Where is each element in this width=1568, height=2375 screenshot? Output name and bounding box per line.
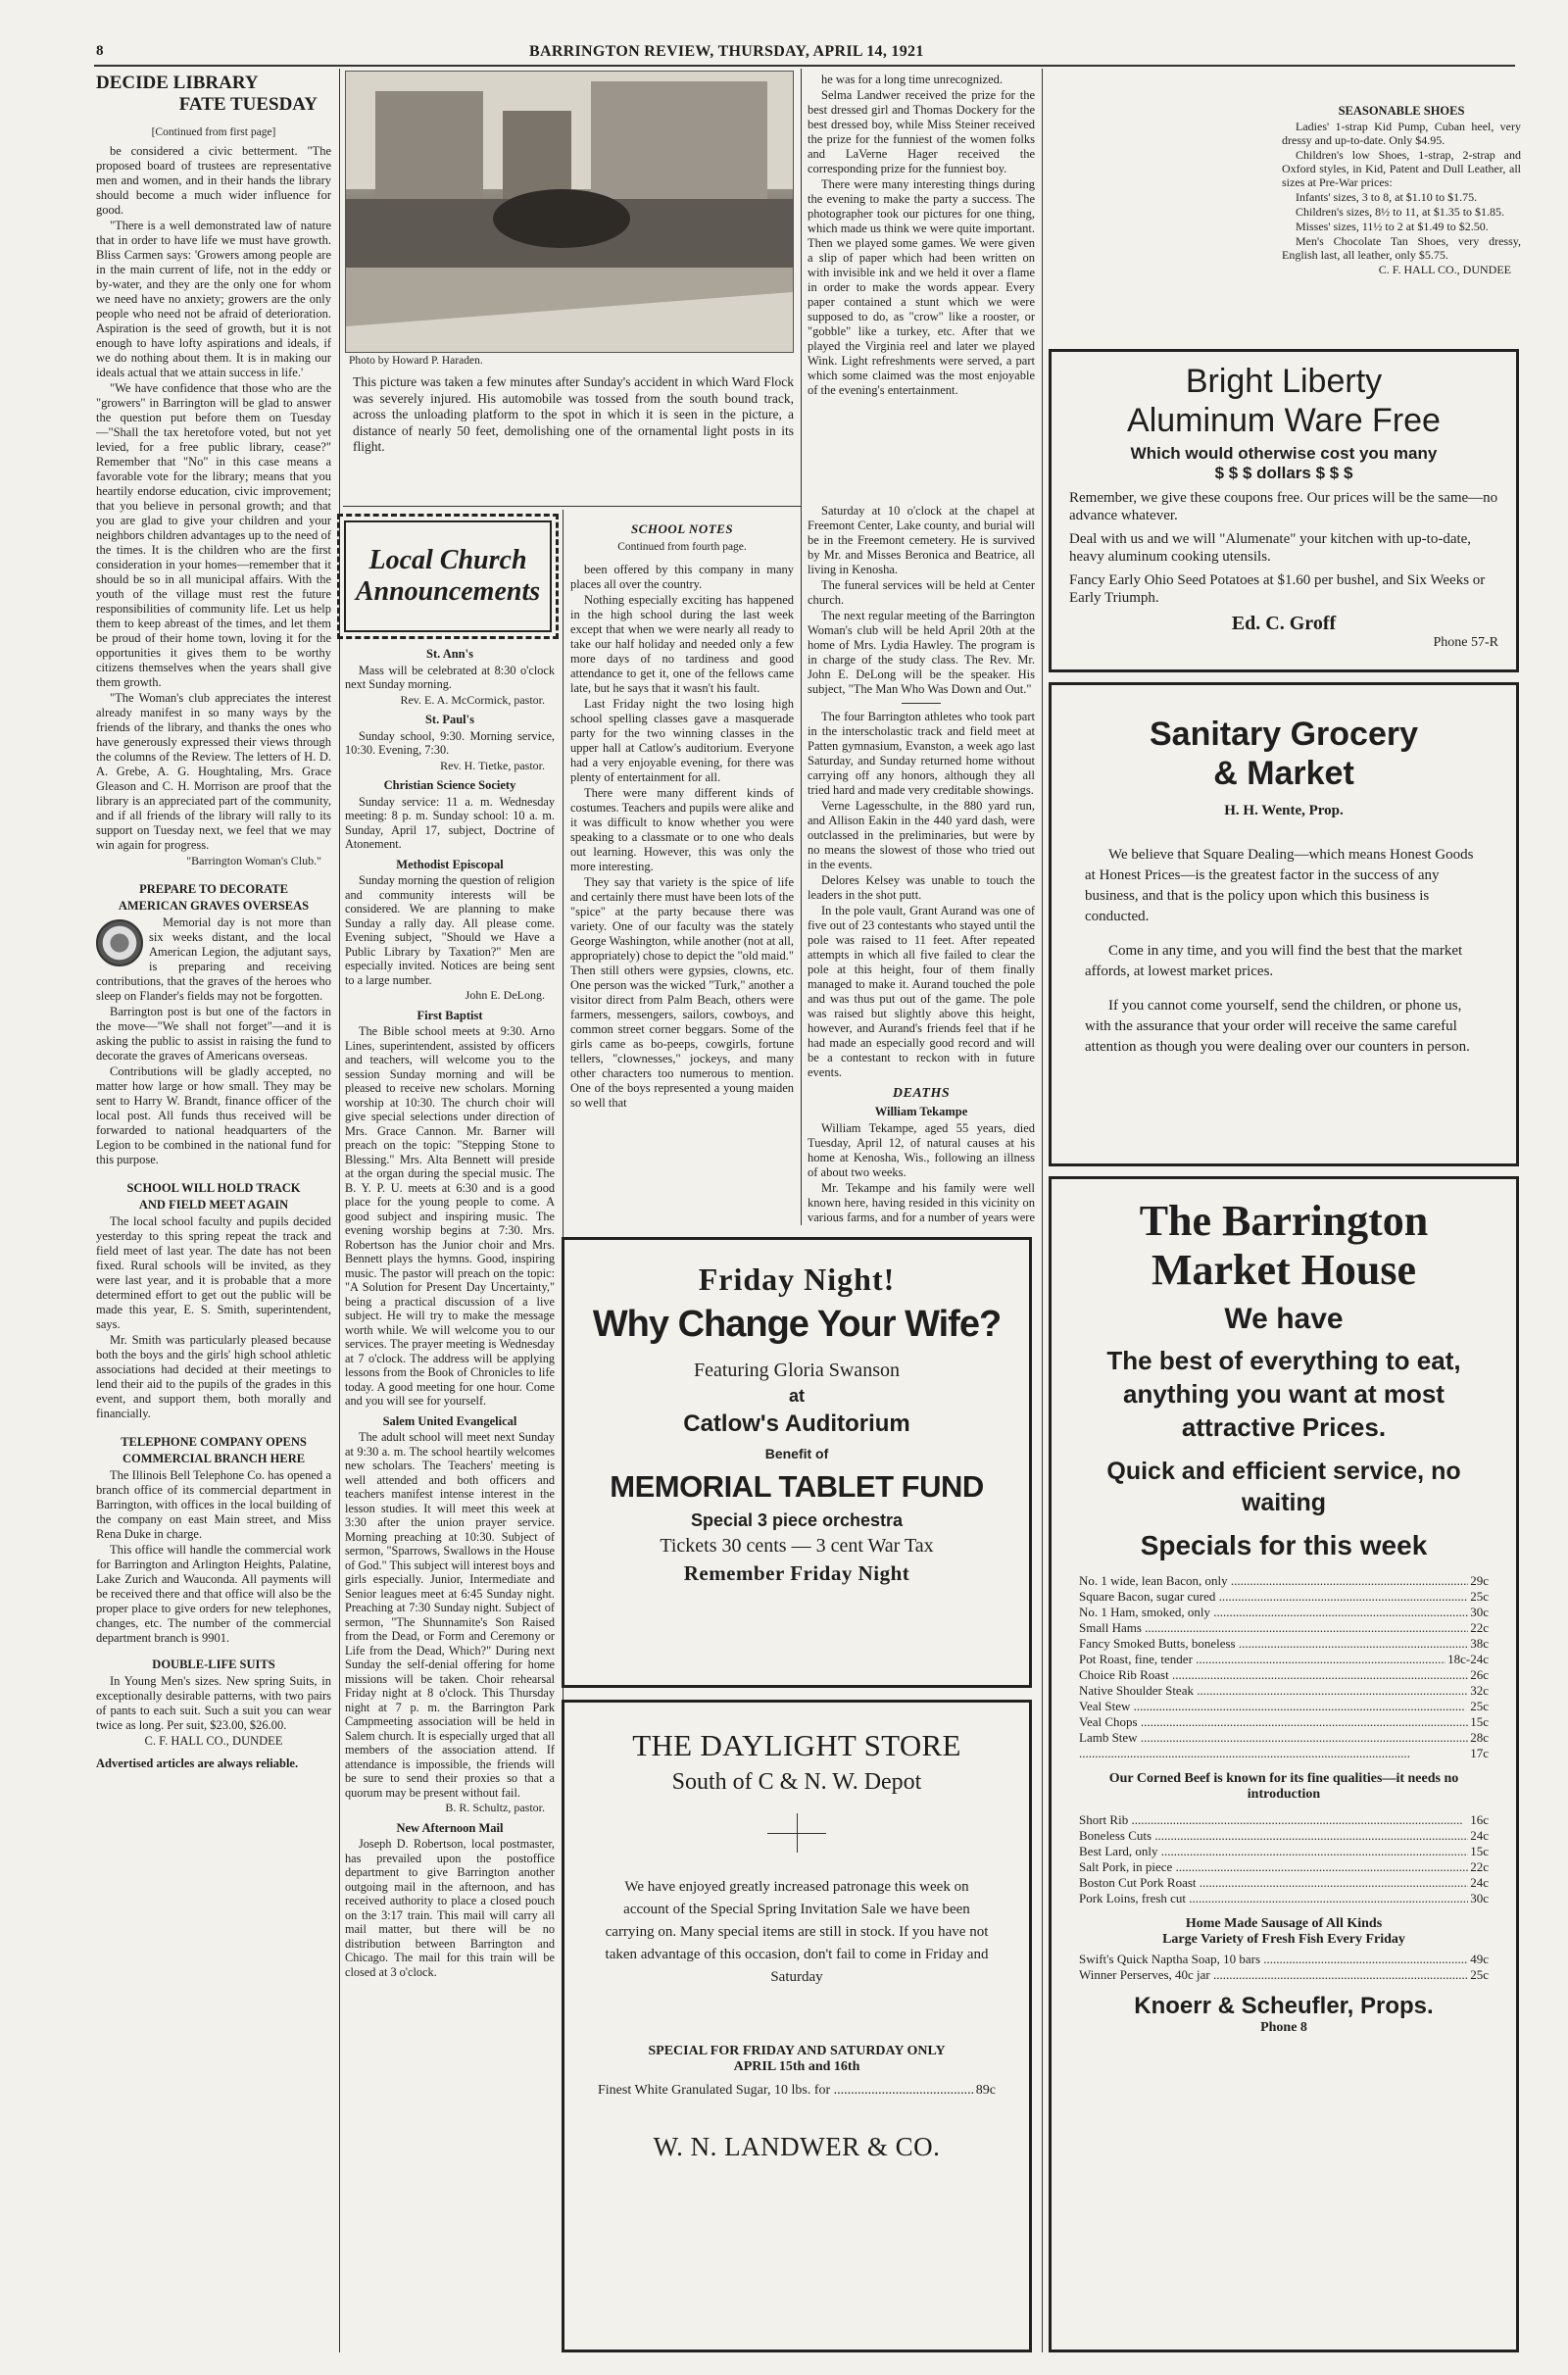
paragraph: Saturday at 10 o'clock at the chapel at Freemont Center, Lake county, and burial will be in the Freemont cemetery. He is survived by Mr. and Misses Beronica and Beatrice, all living in Kenosha. xyxy=(808,504,1035,576)
deaths-title: DEATHS xyxy=(892,1086,951,1101)
market-line1: The Barrington xyxy=(1139,1197,1429,1245)
paragraph: Children's low Shoes, 1-strap, 2-strap and Oxford styles, in Kid, Patent and Dull Leather, all sizes at Pre-War prices: xyxy=(1282,148,1521,189)
item-name: Pork Loins, fresh cut ..... xyxy=(1079,1891,1468,1906)
list-item xyxy=(598,2083,996,2099)
column-rule xyxy=(801,69,802,1225)
item-price: 15c xyxy=(1470,1844,1489,1858)
paragraph: Delores Kelsey was unable to touch the leaders in the shot putt. xyxy=(808,873,1035,902)
sausage-note: Home Made Sausage of All Kinds xyxy=(1185,1916,1383,1931)
paragraph: Selma Landwer received the prize for the best dressed girl and Thomas Dockery for the best dressed boy, while Miss Steiner received the prize for the funniest of the women folks and LaVerne Hager received the corresponding prize for the funniest boy. xyxy=(808,88,1035,175)
shoes-title: SEASONABLE SHOES xyxy=(1338,104,1465,118)
item-name: Best Lard, only ..... xyxy=(1079,1844,1468,1859)
church-name: Christian Science Society xyxy=(383,778,516,792)
accident-photo-illustration xyxy=(346,72,793,352)
masthead-title: BARRINGTON REVIEW, THURSDAY, APRIL 14, 1921 xyxy=(529,43,924,60)
item-price: 30c xyxy=(1470,1605,1489,1619)
grocery-line1: Sanitary Grocery xyxy=(1149,716,1419,753)
photo-credit: Photo by Howard P. Haraden. xyxy=(349,355,483,367)
paragraph: Mr. Tekampe and his family were well known here, having resided in this vicinity on various farms, and for a number of years were xyxy=(808,1181,1035,1224)
movie-ad xyxy=(562,1237,1032,1688)
price-list-2 xyxy=(1079,1812,1489,1906)
item-price: 28c xyxy=(1470,1730,1489,1745)
column-church xyxy=(345,645,555,2355)
church-text: Mass will be celebrated at 8:30 o'clock next Sunday morning. xyxy=(345,663,555,691)
movie-line4: at xyxy=(788,1386,805,1406)
paragraph: Children's sizes, 8½ to 11, at $1.35 to $1.85. xyxy=(1296,205,1505,219)
item-price: 26c xyxy=(1470,1667,1489,1682)
item-name: Veal Chops ..... xyxy=(1079,1714,1468,1730)
liberty-p1: Remember, we give these coupons free. Our prices will be the same—no advance whatever. xyxy=(1069,490,1498,523)
shoes-signature: C. F. HALL CO., DUNDEE xyxy=(1378,263,1511,276)
headline-graves-1: PREPARE TO DECORATE xyxy=(139,882,288,896)
item-price: 25c xyxy=(1470,1699,1489,1713)
paragraph: "We have confidence that those who are the "growers" in Barrington will be glad to answer the question put before them on Tuesday—"Shall the tax heretofore voted, but not yet levied, for a free public library, cease?" Remember that "No" in this case means a favorable vote for the library; means that you heartily endorse education, civic improvement; that you believe in personal growth; and that you are glad to give your children and your neighbors children advantages up to the need of the times. It is the children who are the first consideration in your homes—remember that it should be so in all municipal affairs. With the youth of the village must rest the future responsibilities of community life. Let us help them to keep abreast of the times, and let them be proud of their home town, loving it for the opportunities it gives them to be worthy citizens themselves when the years shall give them growth. xyxy=(96,381,331,689)
item-name: Native Shoulder Steak ..... xyxy=(1079,1683,1468,1699)
movie-line7: MEMORIAL TABLET FUND xyxy=(610,1469,984,1504)
item-name: Small Hams ..... xyxy=(1079,1620,1468,1636)
list-item xyxy=(1079,1683,1489,1699)
church-name: Methodist Episcopal xyxy=(396,857,504,871)
footer-note: Advertised articles are always reliable. xyxy=(96,1757,299,1770)
list-item xyxy=(1079,1844,1489,1859)
column-party-top xyxy=(808,73,1035,504)
column-rule xyxy=(1042,69,1043,2352)
price-list-3 xyxy=(1079,1952,1489,1983)
list-item xyxy=(1079,1652,1489,1667)
list-item xyxy=(1079,1875,1489,1891)
church-signature: Rev. E. A. McCormick, pastor. xyxy=(400,692,545,707)
paragraph: be considered a civic betterment. "The proposed board of trustees are representative men and women, and in their hands the library should become a much wider influence for good. xyxy=(96,144,331,217)
page-number: 8 xyxy=(96,43,104,59)
church-signature: Rev. H. Tietke, pastor. xyxy=(440,758,545,772)
list-item xyxy=(1079,1699,1489,1714)
liberty-name: Ed. C. Groff xyxy=(1231,613,1337,634)
item-name: Swift's Quick Naptha Soap, 10 bars ..... xyxy=(1079,1952,1468,1967)
list-item xyxy=(1079,1952,1489,1967)
paragraph: In Young Men's sizes. New spring Suits, in exceptionally desirable patterns, with two pairs of pants to each suit. Such a suit you can wear twice as long. Per suit, $23.00, $26.00. xyxy=(96,1674,331,1732)
daylight-line2: South of C & N. W. Depot xyxy=(671,1769,922,1795)
item-name: Short Rib ..... xyxy=(1079,1812,1468,1828)
item-name: Boneless Cuts ..... xyxy=(1079,1828,1468,1844)
market-ad xyxy=(1049,1176,1519,2352)
paragraph: There were many different kinds of costumes. Teachers and pupils were alike and it was difficult to know whether you were speaking to a classmate or to one who deals out learning. However, this was only the more interesting. xyxy=(570,786,794,873)
movie-line5: Catlow's Auditorium xyxy=(683,1410,910,1437)
headline-suits: DOUBLE-LIFE SUITS xyxy=(152,1658,275,1671)
masthead-rule xyxy=(94,65,1515,67)
item-price: 24c xyxy=(1470,1875,1489,1890)
item-price: 22c xyxy=(1470,1859,1489,1874)
headline-telephone-2: COMMERCIAL BRANCH HERE xyxy=(122,1452,306,1465)
headline-library-1: DECIDE LIBRARY xyxy=(96,73,259,93)
list-item xyxy=(1079,1620,1489,1636)
liberty-line2: Aluminum Ware Free xyxy=(1127,402,1441,439)
signature: "Barrington Woman's Club." xyxy=(186,854,321,867)
liberty-p3: Fancy Early Ohio Seed Potatoes at $1.60 per bushel, and Six Weeks or Early Triumph. xyxy=(1069,572,1486,606)
paragraph: been offered by this company in many places all over the country. xyxy=(570,563,794,591)
headline-graves-2: AMERICAN GRAVES OVERSEAS xyxy=(118,899,310,913)
church-name: Salem United Evangelical xyxy=(382,1413,517,1428)
item-name xyxy=(1079,1746,1468,1761)
movie-line2: Why Change Your Wife? xyxy=(592,1304,1002,1345)
church-text: Sunday school, 9:30. Morning service, 10:30. Evening, 7:30. xyxy=(345,728,555,757)
paragraph: "There is a well demonstrated law of nature that in order to have life we must have growth. Bliss Carmen says: 'Growers among people are in the main current of life, not in the eddy or by-water, and they are the only one for whom we need have no anxiety; growers are the only people who need not be afraid of deterioration. Aspiration is the seed of growth, but it is not enough to have lofty aspirations and ideals, if we do nothing about them. It is in making our ideals actual that we attain success in life.' xyxy=(96,219,331,379)
paragraph: Joseph D. Robertson, local postmaster, has prevailed upon the postoffice department to give Barrington another outgoing mail in the afternoon, and has received authority to place a closed pouch on the 3:17 train. This mail will carry all mail matter, but there will be no distribution between Barrington and Chicago. The mail for this train will be closed at 3 o'clock. xyxy=(345,1837,555,1979)
continued-note: [Continued from first page] xyxy=(151,126,276,138)
list-item xyxy=(1079,1730,1489,1746)
paragraph: This office will handle the commercial work for Barrington and Arlington Heights, Palatine, Lake Zurich and Wauconda. All payments will be received there and that office will also be the proper place to give orders for new telephones, changes, etc. The number of the commercial department branch is 9901. xyxy=(96,1543,331,1645)
paragraph: There were many interesting things during the evening to make the party a success. The photographer took our pictures for one thing, which made us think we were quite important. Then we played some games. We were given a slip of paper which had been written on with invisible ink and we held it over a flame in order to make the words appear. Every paper contained a stunt which we were supposed to do, as "crow" like a rooster, or "gobble" like a turkey, etc. After that we played the Virginia reel and later we played Wink. Light refreshments were served, a part which some claimed was the most enjoyable of the evening's entertainment. xyxy=(808,177,1035,397)
paragraph: The local school faculty and pupils decided yesterday to this spring repeat the track and field meet of last year. The date has not been fixed. Rural schools will be invited, as they were last year, and it is probable that a more determined effort to get out the public will be made this year, E. S. Smith, superintendent, says. xyxy=(96,1214,331,1331)
church-name: First Baptist xyxy=(416,1008,483,1022)
paragraph: William Tekampe, aged 55 years, died Tuesday, April 12, of natural causes at his home at Kenosha, Wis., following an illness of about two weeks. xyxy=(808,1121,1035,1179)
item-name: No. 1 wide, lean Bacon, only ..... xyxy=(1079,1573,1468,1589)
paragraph: They say that variety is the spice of life and certainly there must have been lots of the "spice" at the party because there was variety. One of our faculty was the stately George Washington, while another (not at all, appropriately) chose to depict the "old maid." Then still others were gypsies, clowns, etc. One person was the wicked "Turk," another a visitor direct from Palm Beach, others were farmers, messengers, sailors, cowboys, and common street corner beggars. Some of the girls came as bo-peeps, cowgirls, fortune tellers, "clownesses," jockeys, and many other characters too numerous to mention. One of the boys represented a young maiden so well that xyxy=(570,875,794,1110)
church-title-2: Announcements xyxy=(355,576,541,607)
list-item xyxy=(1079,1812,1489,1828)
grocery-p1: We believe that Square Dealing—which means Honest Goods at Honest Prices—is the greatest factor in the success of any business, and that is the policy upon which this business is conducted. xyxy=(1085,847,1474,924)
liberty-phone: Phone 57-R xyxy=(1433,635,1498,650)
item-price: 38c xyxy=(1470,1636,1489,1651)
church-header-box xyxy=(337,514,559,639)
photo-caption: This picture was taken a few minutes after Sunday's accident in which Ward Flock was severely injured. His automobile was tossed from the south bound track, across the unloading platform to the spot in which it is seen in the picture, a distance of nearly 50 feet, demolishing one of the ornamental light posts in its flight. xyxy=(353,374,794,454)
item-name: Finest White Granulated Sugar, 10 lbs. for ..... xyxy=(598,2083,974,2099)
market-line5: Quick and efficient service, no waiting xyxy=(1106,1458,1461,1516)
school-notes-title: SCHOOL NOTES xyxy=(630,521,734,536)
paragraph: Men's Chocolate Tan Shoes, very dressy, English last, all leather, only $5.75. xyxy=(1282,234,1521,262)
list-item xyxy=(1079,1589,1489,1605)
suits-signature: C. F. HALL CO., DUNDEE xyxy=(144,1734,283,1748)
paragraph: Infants' sizes, 3 to 8, at $1.10 to $1.75. xyxy=(1296,190,1478,204)
market-phone: Phone 8 xyxy=(1260,2020,1307,2035)
item-name: Veal Stew ..... xyxy=(1079,1699,1468,1714)
deaths-name: William Tekampe xyxy=(874,1105,968,1118)
decorative-cross-icon xyxy=(592,1813,1002,1853)
market-line3: We have xyxy=(1224,1303,1344,1335)
headline-school-2: AND FIELD MEET AGAIN xyxy=(138,1198,289,1212)
corned-beef-note: Our Corned Beef is known for its fine qualities—it needs no introduction xyxy=(1108,1771,1459,1802)
church-text: The adult school will meet next Sunday at 9:30 a. m. The school heartily welcomes new scholars. The Teachers' meeting is well attended and both officers and teachers manifest intense interest in the lesson studies. It will meet this week at 3:30 after the union prayer service. Morning preaching at 10:30. Subject of sermon, "Sparrows, Swallows in the House of God." This subject will interest boys and girls especially. Junior, Intermediate and Senior leagues meet at 6:45 Sunday night. Preaching at 7:30 Sunday night. Subject of sermon, "The Shunnamite's Son Raised from the Dead, or Form and Ceremony or Life from the Dead, Which?" During next Sunday the self-denial offering for home missions will be taken. Choir rehearsal Friday night at 8 o'clock. This Thursday night at 7 p. m. the Barrington Park Campmeeting association will be held in Salem church. It is especially urged that all members of the association attend. If attendance is impossible, the friends will be sure to send their proxies so that a quorum may be present without fail. xyxy=(345,1430,555,1800)
market-line6: Specials for this week xyxy=(1140,1530,1428,1560)
paragraph: he was for a long time unrecognized. xyxy=(821,73,1004,86)
paragraph: The four Barrington athletes who took part in the interscholastic track and field meet at Patten gymnasium, Evanston, a week ago last Saturday, and Sunday returned home without carrying off any honors, although they all tried hard and made very creditable showings. xyxy=(808,710,1035,797)
item-name: Pot Roast, fine, tender ..... xyxy=(1079,1652,1446,1667)
accident-photo xyxy=(345,71,794,353)
paragraph: Misses' sizes, 11½ to 2 at $1.49 to $2.50. xyxy=(1296,220,1489,233)
item-name: Lamb Stew ..... xyxy=(1079,1730,1468,1746)
paragraph: Nothing especially exciting has happened in the high school during the last week except that when we were nearly all ready to take our half holiday and needed only a few more days of no tardiness and good attendance to get it, one of the fellows came late, but he says that it wasn't his fault. xyxy=(570,593,794,695)
item-name: Square Bacon, sugar cured ..... xyxy=(1079,1589,1468,1605)
paragraph: Verne Lagesschulte, in the 880 yard run, and Allison Eakin in the 440 yard dash, were outclassed in the preliminaries, but were by no means the slowest of those who tried out in the events. xyxy=(808,799,1035,871)
grocery-p3: If you cannot come yourself, send the children, or phone us, with the assurance that your order will receive the same careful attention as though you were dealing over our counters in person. xyxy=(1085,998,1470,1055)
liberty-line1: Bright Liberty xyxy=(1185,363,1383,400)
paragraph: Memorial day is not more than six weeks distant, and the local American Legion, the adjutant says, is preparing and receiving contributions, that the graves of the heroes who sleep on Flander's fields may not be forgotten. xyxy=(96,915,331,1003)
item-name: Choice Rib Roast ..... xyxy=(1079,1667,1468,1683)
paragraph: Ladies' 1-strap Kid Pump, Cuban heel, very dressy and up-to-date. Only $4.95. xyxy=(1282,120,1521,147)
grocery-ad xyxy=(1049,682,1519,1166)
liberty-ad xyxy=(1049,349,1519,672)
daylight-name: W. N. LANDWER & CO. xyxy=(653,2132,941,2161)
column-library xyxy=(96,73,331,2356)
list-item xyxy=(1079,1891,1489,1906)
item-price: 29c xyxy=(1470,1573,1489,1588)
movie-line10: Remember Friday Night xyxy=(683,1561,910,1585)
column-community xyxy=(808,504,1035,1225)
headline-mail: New Afternoon Mail xyxy=(396,1820,504,1835)
movie-line9: Tickets 30 cents — 3 cent War Tax xyxy=(660,1535,934,1557)
headline-library-2: FATE TUESDAY xyxy=(178,94,318,115)
liberty-p2: Deal with us and we will "Alumenate" your kitchen with up-to-date, heavy aluminum cooking utensils. xyxy=(1069,531,1472,565)
item-price: 15c xyxy=(1470,1714,1489,1729)
daylight-paragraph: We have enjoyed greatly increased patronage this week on account of the Special Spring Invitation Sale we have been carrying on. Many special items are still in stock. If you have not taken advantage of this occasion, don't fail to come in Friday and Saturday xyxy=(605,1879,989,1985)
church-text: Sunday service: 11 a. m. Wednesday meeting: 8 p. m. Sunday school: 10 a. m. Sunday, April 17, subject, Doctrine of Atonement. xyxy=(345,794,555,851)
item-price: 89c xyxy=(975,2083,996,2098)
grocery-prop: H. H. Wente, Prop. xyxy=(1224,803,1344,818)
item-price: 22c xyxy=(1470,1620,1489,1635)
market-name: Knoerr & Scheufler, Props. xyxy=(1134,1993,1434,2019)
list-item xyxy=(1079,1859,1489,1875)
item-name: Salt Pork, in piece ..... xyxy=(1079,1859,1468,1875)
daylight-line1: THE DAYLIGHT STORE xyxy=(632,1728,961,1762)
item-price: 49c xyxy=(1470,1952,1489,1966)
paragraph: Barrington post is but one of the factors in the move—"We shall not forget"—and it is asking the public to assist in raising the fund to decorate the graves of Americans overseas. xyxy=(96,1005,331,1063)
item-price: 32c xyxy=(1470,1683,1489,1698)
movie-line6: Benefit of xyxy=(764,1446,829,1461)
headline-school-1: SCHOOL WILL HOLD TRACK xyxy=(126,1181,301,1195)
legion-emblem-icon xyxy=(96,919,143,966)
item-price: 17c xyxy=(1470,1746,1489,1760)
item-name: Boston Cut Pork Roast ..... xyxy=(1079,1875,1468,1891)
list-item xyxy=(1079,1746,1489,1761)
movie-line3: Featuring Gloria Swanson xyxy=(694,1360,900,1381)
daylight-ad xyxy=(562,1700,1032,2352)
paragraph: The Illinois Bell Telephone Co. has opened a branch office of its commercial department in Barrington, with offices in the local building of the company on east Main street, and Miss Rena Duke in charge. xyxy=(96,1468,331,1541)
paragraph: The next regular meeting of the Barrington Woman's club will be held April 20th at the home of Mrs. Lydia Hawley. The program is in charge of the study class. The Rev. Mr. John E. DeLong will be the speaker. His subject, "The Man Who Was Down and Out." xyxy=(808,609,1035,696)
list-item xyxy=(1079,1605,1489,1620)
paragraph: Contributions will be gladly accepted, no matter how large or how small. They may be sent to Harry W. Brandt, finance officer of the local post. All funds thus received will be forwarded to national headquarters of the Legion to be combined in the national fund for this purpose. xyxy=(96,1064,331,1166)
grocery-p2: Come in any time, and you will find the best that the market affords, at lowest market prices. xyxy=(1085,943,1463,979)
list-item xyxy=(1079,1667,1489,1683)
market-line2: Market House xyxy=(1151,1246,1417,1294)
paragraph: "The Woman's club appreciates the interest already manifest in so many ways by the friends of the library, and thanks the ones who have generously expressed their views through the columns of the Review. The letters of H. D. A. Grebe, A. G. Houghtaling, Mrs. Grace Gleason and C. H. Morrison are proof that the library is an appreciated part of the community, and if all friends of the library will rally to its support on Tuesday next, we feel that we may win again for progress. xyxy=(96,691,331,852)
column-school-notes xyxy=(570,516,794,1227)
church-name: St. Paul's xyxy=(424,713,474,726)
item-price: 25c xyxy=(1470,1589,1489,1604)
church-signature: B. R. Schultz, pastor. xyxy=(445,1801,545,1814)
item-name: Winner Perserves, 40c jar ..... xyxy=(1079,1967,1468,1983)
church-name: St. Ann's xyxy=(426,647,473,661)
liberty-line3: Which would otherwise cost you many xyxy=(1130,444,1438,463)
item-price: 24c xyxy=(1470,1828,1489,1843)
item-price: 30c xyxy=(1470,1891,1489,1905)
grocery-line2: & Market xyxy=(1213,755,1354,792)
paragraph: Last Friday night the two losing high school spelling classes gave a masquerade party for the two winning classes in the upper hall at Catlow's auditorium. Everyone had a very enjoyable evening, for there was plenty of entertainment for all. xyxy=(570,697,794,784)
list-item xyxy=(1079,1573,1489,1589)
church-title-1: Local Church xyxy=(368,545,527,575)
paragraph: Mr. Smith was particularly pleased because both the boys and the girls' high school athletic associations had decided at their meetings to lend their aid to the pupils of the grades in this event, and support them, both morally and financially. xyxy=(96,1333,331,1420)
school-notes-continued: Continued from fourth page. xyxy=(617,541,747,553)
list-item xyxy=(1079,1636,1489,1652)
item-price: 18c-24c xyxy=(1447,1652,1489,1666)
item-name: No. 1 Ham, smoked, only ..... xyxy=(1079,1605,1468,1620)
headline-telephone-1: TELEPHONE COMPANY OPENS xyxy=(121,1435,307,1449)
movie-line1: Friday Night! xyxy=(698,1262,896,1297)
church-signature: John E. DeLong. xyxy=(465,988,545,1002)
item-price: 25c xyxy=(1470,1967,1489,1982)
market-line4: The best of everything to eat, anything you want at most attractive Prices. xyxy=(1106,1346,1461,1442)
column-rule xyxy=(339,69,340,2352)
photo-rule xyxy=(343,506,801,507)
list-item xyxy=(1079,1967,1489,1983)
movie-line8: Special 3 piece orchestra xyxy=(690,1510,904,1530)
daylight-special2: APRIL 15th and 16th xyxy=(733,2059,860,2074)
shoes-ad xyxy=(1282,102,1521,345)
paragraph: The funeral services will be held at Center church. xyxy=(808,578,1035,607)
fish-note: Large Variety of Fresh Fish Every Friday xyxy=(1162,1932,1405,1947)
item-name: Fancy Smoked Butts, boneless ..... xyxy=(1079,1636,1468,1652)
paragraph: In the pole vault, Grant Aurand was one of five out of 23 contestants who stayed until the pole was raised to 11 feet. After repeated attempts in which all five failed to clear the pole at this height, four of them finally managed to make it. Aurand touched the pole and was thus put out of the game. The pole was raised but slightly above this height, however, and Aurand's friends feel that if he had made an especially good record and will be a contestant to reckon with in future events. xyxy=(808,904,1035,1079)
daylight-special1: SPECIAL FOR FRIDAY AND SATURDAY ONLY xyxy=(648,2044,946,2058)
separator xyxy=(902,703,941,704)
list-item xyxy=(1079,1714,1489,1730)
list-item xyxy=(1079,1828,1489,1844)
price-list xyxy=(1079,1573,1489,1761)
item-price: 16c xyxy=(1470,1812,1489,1827)
church-text: Sunday morning the question of religion and community interests will be considered. We are planning to make Sunday a rally day. All please come. Evening subject, "Should we Have a Public Library by Taxation?" Men are especially invited. Notices are being sent to a large number. xyxy=(345,873,555,987)
liberty-line4: $ $ $ dollars $ $ $ xyxy=(1214,464,1353,482)
church-text: The Bible school meets at 9:30. Arno Lines, superintendent, assisted by officers and teachers, will welcome you to the session Sunday morning and will be pleased to receive new scholars. Morning worship at 10:30. The church choir will give special selections under direction of Mrs. Grace Cannon. Mr. Barner will preach on the topic: "Stepping Stone to Blessing." Mrs. Alta Bennett will preside at the organ during the special music. The B. Y. P. U. meets at 6:30 and is a good place for the young people to come. A good subject and inspiring music. The evening worship begins at 7:30. Mrs. Robertson has the Junior choir and Mrs. Bennett plays the hymns. Good, inspiring music. The pastor will preach on the topic: "A Solution for Present Day Uncertainty," being a practical discussion of a live subject. He will try to make the message worth while. We will welcome you to our services. The prayer meeting is Wednesday at 7 o'clock. The address will be applying lessons from the Book of Chronicles to life today. A good meeting for one hour. Come and you will see for yourself. xyxy=(345,1024,555,1408)
